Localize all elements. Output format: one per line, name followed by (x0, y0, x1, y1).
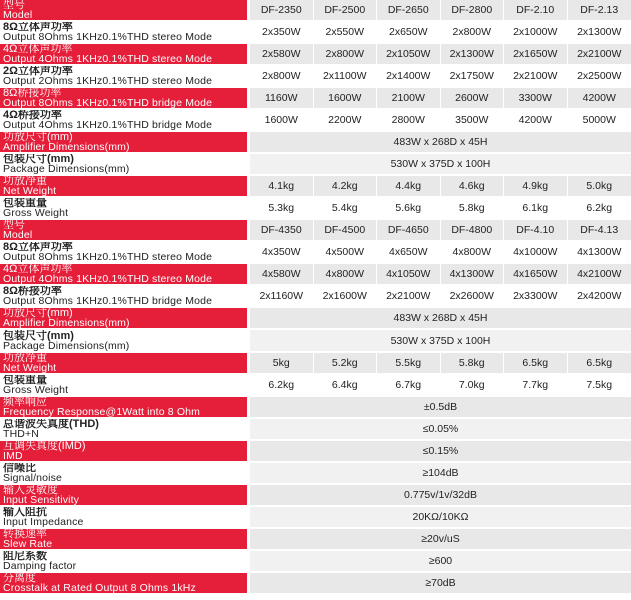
spec-value: DF-2650 (377, 0, 441, 22)
spec-label-cn: 总谐波失真度(THD) (3, 419, 99, 430)
spec-label-en: Signal/noise (3, 472, 63, 484)
spec-value: 6.2kg (568, 198, 631, 220)
spec-label (0, 22, 250, 44)
spec-row (0, 397, 631, 419)
spec-label (0, 264, 250, 286)
spec-row (0, 529, 631, 551)
spec-value: 5.8kg (441, 198, 505, 220)
spec-value: 4x1300W (441, 264, 505, 286)
spec-label (0, 330, 250, 353)
spec-value: DF-4.13 (568, 220, 631, 242)
spec-label (0, 463, 250, 485)
spec-row (0, 375, 631, 397)
spec-value: 2x2100W (377, 286, 441, 308)
spec-row (0, 573, 631, 595)
spec-value: 2x3300W (504, 286, 568, 308)
spec-label-en: Output 8Ohms 1KHz0.1%THD bridge Mode (3, 97, 213, 109)
spec-value: 4x580W (250, 264, 314, 286)
spec-label-en: Crosstalk at Rated Output 8 Ohms 1kHz (3, 582, 196, 594)
spec-value: 5000W (568, 110, 631, 132)
spec-value: 5.3kg (250, 198, 314, 220)
spec-label-en: Output 4Ohms 1KHz0.1%THD stereo Mode (3, 273, 213, 285)
spec-label (0, 573, 250, 595)
spec-value: 4x1050W (377, 264, 441, 286)
spec-value: 2x1750W (441, 66, 505, 88)
spec-value: 4x500W (314, 242, 378, 264)
spec-row (0, 330, 631, 353)
spec-value-span: ±0.5dB (250, 397, 631, 419)
spec-value: 5kg (250, 353, 314, 375)
spec-label-en: Amplifier Dimensions(mm) (3, 317, 130, 329)
spec-label (0, 220, 250, 242)
spec-value: 4x1000W (504, 242, 568, 264)
spec-label-cn: 8Ω立体声功率 (3, 242, 73, 253)
spec-value: DF-2800 (441, 0, 505, 22)
spec-label-en: Net Weight (3, 362, 57, 374)
spec-value: 2x4200W (568, 286, 631, 308)
spec-label (0, 66, 250, 88)
spec-label-cn: 2Ω立体声功率 (3, 66, 73, 77)
spec-row (0, 22, 631, 44)
spec-label (0, 485, 250, 507)
spec-value: 6.2kg (250, 375, 314, 397)
spec-row (0, 44, 631, 66)
spec-value-span: ≥104dB (250, 463, 631, 485)
spec-value: 5.5kg (377, 353, 441, 375)
spec-label (0, 286, 250, 308)
spec-label-en: Output 8Ohms 1KHz0.1%THD bridge Mode (3, 295, 213, 307)
spec-label-cn: 输入阻抗 (3, 507, 47, 518)
spec-label-en: Output 4Ohms 1KHz0.1%THD bridge Mode (3, 119, 213, 131)
spec-value: DF-4500 (314, 220, 378, 242)
spec-value: 5.8kg (441, 353, 505, 375)
spec-label (0, 176, 250, 198)
spec-label-cn: 8Ω立体声功率 (3, 22, 73, 33)
spec-value-span: 20KΩ/10KΩ (250, 507, 631, 529)
spec-value-span: ≤0.15% (250, 441, 631, 463)
spec-label-en: Damping factor (3, 560, 77, 572)
spec-value: 1600W (314, 88, 378, 110)
spec-value-span: 483W x 268D x 45H (250, 132, 631, 154)
spec-label-en: Net Weight (3, 185, 57, 197)
spec-value: DF-4650 (377, 220, 441, 242)
spec-value: 5.0kg (568, 176, 631, 198)
spec-row (0, 220, 631, 242)
spec-value: DF-2.10 (504, 0, 568, 22)
spec-row (0, 441, 631, 463)
spec-label-en: Output 8Ohms 1KHz0.1%THD stereo Mode (3, 251, 213, 263)
spec-label (0, 88, 250, 110)
spec-label-en: Package Dimensions(mm) (3, 339, 130, 352)
spec-value: 4x350W (250, 242, 314, 264)
spec-label (0, 132, 250, 154)
spec-value: 2800W (377, 110, 441, 132)
spec-label-en: Output 8Ohms 1KHz0.1%THD stereo Mode (3, 31, 213, 43)
spec-value: DF-2.13 (568, 0, 631, 22)
spec-value: 4200W (504, 110, 568, 132)
spec-value-span: 483W x 268D x 45H (250, 308, 631, 330)
spec-label-cn: 信噪比 (3, 463, 36, 474)
spec-row (0, 66, 631, 88)
spec-label-cn: 型号 (3, 0, 25, 11)
spec-label-en: Amplifier Dimensions(mm) (3, 141, 130, 153)
spec-row (0, 132, 631, 154)
spec-label-cn: 包装尺寸(mm) (3, 154, 74, 165)
spec-value: 2x1160W (250, 286, 314, 308)
spec-value: 6.4kg (314, 375, 378, 397)
spec-value: 4.4kg (377, 176, 441, 198)
spec-value: 7.7kg (504, 375, 568, 397)
spec-label-cn: 4Ω立体声功率 (3, 264, 73, 275)
spec-label (0, 353, 250, 375)
spec-row (0, 463, 631, 485)
spec-label-cn: 8Ω桥接功率 (3, 88, 62, 99)
spec-label (0, 110, 250, 132)
spec-row (0, 485, 631, 507)
spec-value: 2200W (314, 110, 378, 132)
spec-value: 1160W (250, 88, 314, 110)
spec-value: 2x2600W (441, 286, 505, 308)
spec-label (0, 44, 250, 66)
spec-row (0, 353, 631, 375)
spec-label (0, 551, 250, 573)
spec-label-en: Model (3, 9, 33, 21)
spec-label-en: Gross Weight (3, 384, 69, 396)
spec-value: 7.5kg (568, 375, 631, 397)
spec-value: 4x1300W (568, 242, 631, 264)
spec-value: 6.7kg (377, 375, 441, 397)
spec-value-span: ≥20v/uS (250, 529, 631, 551)
spec-value: DF-4.10 (504, 220, 568, 242)
spec-row (0, 198, 631, 220)
spec-row (0, 0, 631, 22)
spec-value: 3500W (441, 110, 505, 132)
spec-label-cn: 包装重量 (3, 198, 47, 209)
spec-value: 2x1300W (441, 44, 505, 66)
spec-row (0, 110, 631, 132)
spec-label (0, 198, 250, 220)
spec-label-cn: 4Ω立体声功率 (3, 44, 73, 55)
spec-value: DF-2500 (314, 0, 378, 22)
spec-label-cn: 转换速率 (3, 529, 47, 540)
spec-row (0, 264, 631, 286)
spec-row (0, 286, 631, 308)
spec-label-cn: 型号 (3, 220, 25, 231)
spec-label (0, 529, 250, 551)
spec-value: 4.9kg (504, 176, 568, 198)
spec-row (0, 242, 631, 264)
spec-label (0, 0, 250, 22)
spec-value: 4200W (568, 88, 631, 110)
spec-label-cn: 功放净重 (3, 353, 47, 364)
spec-value: 4.6kg (441, 176, 505, 198)
spec-value: 2x1400W (377, 66, 441, 88)
spec-row (0, 88, 631, 110)
spec-value: 2x580W (250, 44, 314, 66)
spec-value: DF-4800 (441, 220, 505, 242)
spec-value: 2x550W (314, 22, 378, 44)
spec-value: 2x1300W (568, 22, 631, 44)
spec-value: 4x2100W (568, 264, 631, 286)
spec-value: 6.1kg (504, 198, 568, 220)
spec-value: 2x800W (441, 22, 505, 44)
spec-label-en: Output 2Ohms 1KHz0.1%THD stereo Mode (3, 75, 213, 87)
spec-value: 2x350W (250, 22, 314, 44)
spec-label (0, 308, 250, 330)
spec-value: 2x1100W (314, 66, 378, 88)
spec-row (0, 419, 631, 441)
spec-label-en: Gross Weight (3, 207, 69, 219)
spec-label-en: THD+N (3, 428, 40, 440)
spec-value: 1600W (250, 110, 314, 132)
spec-label-cn: 频率响应 (3, 397, 47, 408)
spec-row (0, 308, 631, 330)
spec-label (0, 154, 250, 176)
spec-value: 2x800W (250, 66, 314, 88)
spec-row (0, 154, 631, 176)
spec-label-en: Package Dimensions(mm) (3, 163, 130, 175)
spec-value-span: 530W x 375D x 100H (250, 154, 631, 176)
spec-value: 5.4kg (314, 198, 378, 220)
spec-value: DF-4350 (250, 220, 314, 242)
spec-value-span: 530W x 375D x 100H (250, 330, 631, 353)
spec-value: 4.1kg (250, 176, 314, 198)
spec-value-span: 0.775v/1v/32dB (250, 485, 631, 507)
spec-value: 4x650W (377, 242, 441, 264)
spec-label (0, 507, 250, 529)
spec-value: 2x1600W (314, 286, 378, 308)
spec-value: 2x1650W (504, 44, 568, 66)
spec-value: 4x1650W (504, 264, 568, 286)
spec-value: 6.5kg (504, 353, 568, 375)
spec-value: 2600W (441, 88, 505, 110)
spec-label (0, 242, 250, 264)
spec-row (0, 176, 631, 198)
spec-label-en: Output 4Ohms 1KHz0.1%THD stereo Mode (3, 53, 213, 65)
spec-label-cn: 输入灵敏度 (3, 485, 58, 496)
spec-value-span: ≥70dB (250, 573, 631, 595)
spec-label-cn: 包装重量 (3, 375, 47, 386)
spec-label-en: Input Sensitivity (3, 494, 80, 506)
spec-label (0, 375, 250, 397)
spec-value-span: ≥600 (250, 551, 631, 573)
spec-label (0, 419, 250, 441)
spec-value: 5.6kg (377, 198, 441, 220)
spec-value: 4x800W (314, 264, 378, 286)
spec-row (0, 551, 631, 573)
spec-value: 7.0kg (441, 375, 505, 397)
spec-value: 3300W (504, 88, 568, 110)
spec-label-cn: 功放净重 (3, 176, 47, 187)
spec-value: 2x650W (377, 22, 441, 44)
spec-value: 4x800W (441, 242, 505, 264)
spec-label-cn: 阻尼系数 (3, 551, 47, 562)
spec-label (0, 397, 250, 419)
spec-label-cn: 8Ω桥接功率 (3, 286, 62, 297)
spec-value: 2x2500W (568, 66, 631, 88)
spec-value: 2x2100W (568, 44, 631, 66)
spec-value: DF-2350 (250, 0, 314, 22)
spec-label-en: Slew Rate (3, 538, 53, 550)
spec-value: 2100W (377, 88, 441, 110)
spec-label-cn: 4Ω桥接功率 (3, 110, 62, 121)
spec-value: 4.2kg (314, 176, 378, 198)
spec-label-cn: 互调失真度(IMD) (3, 441, 86, 452)
spec-value: 2x1050W (377, 44, 441, 66)
spec-value: 6.5kg (568, 353, 631, 375)
spec-label-cn: 功放尺寸(mm) (3, 132, 73, 143)
spec-label-en: Frequency Response@1Watt into 8 Ohm (3, 406, 201, 418)
spec-value: 2x1000W (504, 22, 568, 44)
spec-label-cn: 功放尺寸(mm) (3, 308, 73, 319)
spec-value-span: ≤0.05% (250, 419, 631, 441)
spec-label-en: Model (3, 229, 33, 241)
spec-label (0, 441, 250, 463)
spec-label-en: Input Impedance (3, 516, 84, 528)
spec-label-en: IMD (3, 450, 23, 462)
spec-label-cn: 分离度 (3, 573, 36, 584)
spec-value: 5.2kg (314, 353, 378, 375)
spec-value: 2x800W (314, 44, 378, 66)
spec-value: 2x2100W (504, 66, 568, 88)
spec-label-cn: 包装尺寸(mm) (3, 330, 74, 342)
spec-row (0, 507, 631, 529)
